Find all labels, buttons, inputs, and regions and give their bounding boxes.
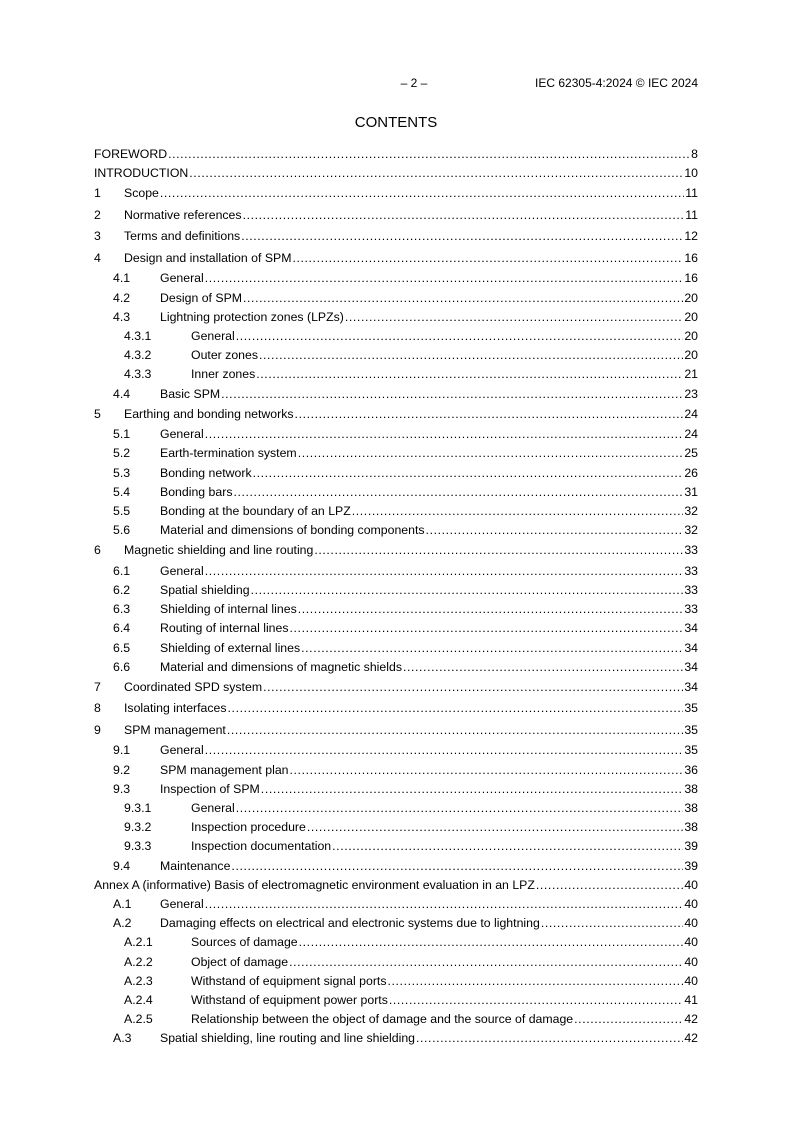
toc-entry[interactable] bbox=[94, 425, 698, 444]
toc-entry-page: 38 bbox=[684, 781, 698, 796]
toc-entry[interactable] bbox=[94, 658, 698, 677]
toc-entry-page: 39 bbox=[684, 839, 698, 854]
dot-leader bbox=[388, 972, 684, 991]
toc-entry-number: 9.3.2 bbox=[124, 820, 152, 835]
toc-entry-number: A.2.5 bbox=[124, 1012, 153, 1027]
toc-entry-number: 5 bbox=[94, 406, 101, 421]
dot-leader bbox=[301, 639, 683, 658]
toc-entry-title: Inspection procedure bbox=[191, 820, 306, 835]
toc-entry-title: Routing of internal lines bbox=[160, 621, 289, 636]
toc-entry-title: Design of SPM bbox=[160, 290, 243, 305]
toc-entry-number: 3 bbox=[94, 229, 101, 244]
toc-entry[interactable] bbox=[94, 464, 698, 483]
toc-entry-page: 24 bbox=[684, 427, 698, 442]
toc-entry-number: 4.4 bbox=[113, 386, 131, 401]
toc-entry[interactable] bbox=[94, 248, 698, 270]
toc-entry-number: 4.3.3 bbox=[124, 367, 152, 382]
toc-entry-title: Outer zones bbox=[191, 348, 258, 363]
dot-leader bbox=[243, 289, 683, 308]
toc-entry[interactable] bbox=[94, 562, 698, 581]
toc-entry-number: A.2.1 bbox=[124, 935, 153, 950]
toc-entry[interactable] bbox=[94, 741, 698, 760]
toc-entry-title: Earth-termination system bbox=[160, 446, 297, 461]
toc-entry-number: 7 bbox=[94, 679, 101, 694]
toc-entry-title: Coordinated SPD system bbox=[124, 679, 263, 694]
toc-entry-title: General bbox=[160, 743, 204, 758]
page-header bbox=[94, 76, 698, 92]
toc-entry-number: A.2 bbox=[113, 916, 132, 931]
dot-leader bbox=[295, 404, 684, 426]
toc-entry-number: 4.2 bbox=[113, 290, 131, 305]
toc-entry-page: 8 bbox=[691, 147, 698, 161]
toc-entry-title: Shielding of internal lines bbox=[160, 602, 297, 617]
dot-leader bbox=[416, 1029, 683, 1048]
toc-entry[interactable] bbox=[94, 327, 698, 346]
toc-entry-page: 40 bbox=[684, 954, 698, 969]
toc-entry-title: General bbox=[160, 896, 204, 911]
dot-leader bbox=[290, 619, 684, 638]
dot-leader bbox=[160, 183, 684, 205]
toc-entry-title: Inspection of SPM bbox=[160, 781, 260, 796]
toc-entry-page: 23 bbox=[684, 386, 698, 401]
toc-entry[interactable] bbox=[94, 698, 698, 720]
toc-entry[interactable] bbox=[94, 972, 698, 991]
toc-entry-page: 33 bbox=[684, 543, 698, 558]
toc-entry-page: 34 bbox=[684, 640, 698, 655]
toc-entry[interactable] bbox=[94, 164, 698, 183]
toc-entry[interactable] bbox=[94, 289, 698, 308]
toc-entry[interactable] bbox=[94, 346, 698, 365]
toc-entry-title: Inner zones bbox=[191, 367, 256, 382]
toc-entry[interactable] bbox=[94, 269, 698, 288]
toc-entry[interactable] bbox=[94, 720, 698, 742]
toc-entry-title: Terms and definitions bbox=[124, 229, 241, 244]
toc-entry-page: 40 bbox=[684, 896, 698, 911]
toc-entry-page: 42 bbox=[684, 1031, 698, 1046]
dot-leader bbox=[541, 914, 683, 933]
toc-entry-page: 21 bbox=[684, 367, 698, 382]
toc-entry-page: 38 bbox=[684, 820, 698, 835]
toc-entry-page: 35 bbox=[684, 722, 698, 737]
toc-entry-title: FOREWORD bbox=[94, 147, 168, 161]
toc-entry-number: 6.4 bbox=[113, 621, 131, 636]
toc-entry[interactable] bbox=[94, 619, 698, 638]
toc-entry-title: Annex A (informative) Basis of electromagnetic environment evaluation in an LPZ bbox=[94, 877, 535, 892]
dot-leader bbox=[236, 327, 684, 346]
toc-entry-title: Magnetic shielding and line routing bbox=[124, 543, 314, 558]
toc-entry-page: 24 bbox=[684, 406, 698, 421]
dot-leader bbox=[259, 346, 683, 365]
toc-entry[interactable] bbox=[94, 226, 698, 248]
toc-entry-number: 2 bbox=[94, 207, 101, 222]
toc-entry-title: Maintenance bbox=[160, 858, 231, 873]
toc-entry-page: 10 bbox=[684, 166, 698, 181]
toc-entry[interactable] bbox=[94, 540, 698, 562]
toc-entry-title: Material and dimensions of bonding components bbox=[160, 523, 425, 538]
dot-leader bbox=[298, 600, 684, 619]
toc-entry-page: 35 bbox=[684, 743, 698, 758]
toc-entry-number: A.2.4 bbox=[124, 992, 153, 1007]
dot-leader bbox=[227, 720, 683, 742]
toc-entry-title: Sources of damage bbox=[191, 935, 298, 950]
dot-leader bbox=[189, 164, 683, 183]
toc-entry-number: 6 bbox=[94, 543, 101, 558]
toc-entry[interactable] bbox=[94, 953, 698, 972]
toc-entry-title: General bbox=[160, 427, 204, 442]
toc-entry-title: General bbox=[160, 271, 204, 286]
toc-entry-number: 9.1 bbox=[113, 743, 131, 758]
toc-entry-title: Normative references bbox=[124, 207, 242, 222]
toc-entry[interactable] bbox=[94, 677, 698, 699]
dot-leader bbox=[253, 464, 684, 483]
toc-entry-title: Withstand of equipment power ports bbox=[191, 992, 388, 1007]
toc-entry-title: Spatial shielding bbox=[160, 583, 250, 597]
dot-leader bbox=[251, 581, 684, 600]
dot-leader bbox=[389, 991, 683, 1010]
dot-leader bbox=[233, 483, 683, 502]
toc-entry-number: 9.3 bbox=[113, 781, 131, 796]
dot-leader bbox=[290, 761, 684, 780]
toc-entry-page: 40 bbox=[684, 877, 698, 892]
dot-leader bbox=[345, 308, 683, 327]
toc-entry-number: 5.5 bbox=[113, 503, 131, 518]
toc-entry-page: 31 bbox=[684, 484, 698, 499]
toc-entry-number: 5.1 bbox=[113, 427, 131, 442]
dot-leader bbox=[536, 876, 683, 895]
toc-entry-title: Damaging effects on electrical and electronic systems due to lightning bbox=[160, 916, 540, 931]
dot-leader bbox=[403, 658, 683, 677]
toc-entry-number: 6.3 bbox=[113, 602, 131, 617]
toc-entry-page: 34 bbox=[684, 659, 698, 674]
dot-leader bbox=[426, 521, 684, 540]
toc-entry[interactable] bbox=[94, 1029, 698, 1048]
toc-entry[interactable] bbox=[94, 818, 698, 837]
toc-entry-page: 34 bbox=[684, 621, 698, 636]
toc-entry[interactable] bbox=[94, 183, 698, 205]
toc-entry-page: 20 bbox=[684, 328, 698, 343]
dot-leader bbox=[298, 444, 684, 463]
page-title: CONTENTS bbox=[354, 114, 438, 131]
toc-entry-number: 5.3 bbox=[113, 465, 131, 480]
toc-entry-page: 40 bbox=[684, 935, 698, 950]
toc-entry-number: 4.1 bbox=[113, 271, 131, 286]
toc-entry-number: 5.4 bbox=[113, 484, 131, 499]
toc-entry-page: 12 bbox=[684, 229, 698, 244]
toc-entry-title: Scope bbox=[124, 186, 159, 201]
toc-entry-title: Object of damage bbox=[191, 954, 289, 969]
dot-leader bbox=[256, 365, 683, 384]
toc-entry-title: General bbox=[191, 801, 235, 815]
dot-leader bbox=[314, 540, 683, 562]
dot-leader bbox=[205, 895, 684, 914]
toc-entry-page: 25 bbox=[684, 446, 698, 461]
toc-entry[interactable] bbox=[94, 837, 698, 856]
toc-entry[interactable] bbox=[94, 639, 698, 658]
dot-leader bbox=[332, 837, 683, 856]
toc-entry[interactable] bbox=[94, 933, 698, 952]
toc-entry-number: 4.3.1 bbox=[124, 328, 152, 343]
toc-entry-title: Lightning protection zones (LPZs) bbox=[160, 309, 344, 324]
toc-entry[interactable] bbox=[94, 365, 698, 384]
dot-leader bbox=[236, 799, 684, 818]
toc-entry-page: 34 bbox=[684, 679, 698, 694]
toc-entry-page: 33 bbox=[684, 583, 698, 597]
toc-entry-title: SPM management plan bbox=[160, 762, 289, 777]
toc-entry-number: 5.6 bbox=[113, 523, 131, 538]
toc-entry-title: Withstand of equipment signal ports bbox=[191, 973, 387, 988]
toc-entry-number: 1 bbox=[94, 186, 101, 201]
toc-entry-title: Spatial shielding, line routing and line shielding bbox=[160, 1031, 415, 1046]
dot-leader bbox=[205, 269, 684, 288]
toc-entry-page: 40 bbox=[684, 916, 698, 931]
toc-entry-number: 4.3 bbox=[113, 309, 131, 324]
dot-leader bbox=[205, 425, 684, 444]
toc-entry[interactable] bbox=[94, 145, 698, 164]
toc-entry[interactable] bbox=[94, 895, 698, 914]
toc-entry-number: 9 bbox=[94, 722, 101, 737]
toc-entry-page: 11 bbox=[685, 186, 698, 201]
toc-entry-title: General bbox=[191, 328, 235, 343]
toc-entry[interactable] bbox=[94, 521, 698, 540]
toc-entry-page: 35 bbox=[684, 701, 698, 716]
toc-entry-page: 41 bbox=[684, 992, 698, 1007]
toc-entry[interactable] bbox=[94, 581, 698, 600]
page-number: – 2 – bbox=[400, 76, 428, 90]
toc-entry-number: A.1 bbox=[113, 896, 132, 911]
toc-entry-page: 33 bbox=[684, 602, 698, 617]
toc-entry-number: 9.3.3 bbox=[124, 839, 152, 854]
toc-entry-page: 11 bbox=[685, 207, 698, 222]
toc-entry[interactable] bbox=[94, 799, 698, 818]
toc-entry-page: 16 bbox=[684, 250, 698, 265]
toc-entry-title: INTRODUCTION bbox=[94, 166, 189, 181]
dot-leader bbox=[205, 562, 684, 581]
toc-entry-title: Basic SPM bbox=[160, 386, 221, 401]
toc-entry-title: Bonding bars bbox=[160, 484, 233, 499]
toc-entry[interactable] bbox=[94, 502, 698, 521]
dot-leader bbox=[261, 780, 684, 799]
toc-entry-title: Shielding of external lines bbox=[160, 640, 301, 655]
toc-entry-title: Bonding network bbox=[160, 465, 252, 480]
toc-entry-title: Relationship between the object of damage and the source of damage bbox=[191, 1012, 574, 1027]
dot-leader bbox=[292, 248, 683, 270]
toc-entry[interactable] bbox=[94, 483, 698, 502]
dot-leader bbox=[263, 677, 683, 699]
toc-entry-title: Bonding at the boundary of an LPZ bbox=[160, 503, 351, 518]
toc-entry-page: 16 bbox=[684, 271, 698, 286]
toc-entry[interactable] bbox=[94, 914, 698, 933]
dot-leader bbox=[352, 502, 684, 521]
toc-entry-page: 33 bbox=[684, 563, 698, 578]
dot-leader bbox=[289, 953, 683, 972]
toc-entry-page: 36 bbox=[684, 762, 698, 777]
dot-leader bbox=[228, 698, 684, 720]
toc-entry-page: 20 bbox=[684, 290, 698, 305]
dot-leader bbox=[299, 933, 684, 952]
toc-entry[interactable] bbox=[94, 857, 698, 876]
toc-entry-title: SPM management bbox=[124, 722, 226, 737]
dot-leader bbox=[231, 857, 683, 876]
toc-entry-title: Isolating interfaces bbox=[124, 701, 227, 716]
toc-entry-number: 5.2 bbox=[113, 446, 131, 461]
dot-leader bbox=[168, 145, 690, 164]
toc-entry-page: 39 bbox=[684, 858, 698, 873]
toc-entry-page: 26 bbox=[684, 465, 698, 480]
toc-entry[interactable] bbox=[94, 308, 698, 327]
dot-leader bbox=[205, 741, 684, 760]
toc-entry-page: 38 bbox=[684, 801, 698, 815]
toc-entry-number: 9.2 bbox=[113, 762, 131, 777]
toc-entry-page: 32 bbox=[684, 523, 698, 538]
toc-entry-page: 40 bbox=[684, 973, 698, 988]
toc-entry-number: 4.3.2 bbox=[124, 348, 152, 363]
toc-entry-title: Inspection documentation bbox=[191, 839, 332, 854]
dot-leader bbox=[307, 818, 683, 837]
table-of-contents bbox=[94, 145, 698, 1048]
toc-entry[interactable] bbox=[94, 404, 698, 426]
dot-leader bbox=[241, 226, 683, 248]
toc-entry[interactable] bbox=[94, 876, 698, 895]
toc-entry-number: A.2.3 bbox=[124, 973, 153, 988]
dot-leader bbox=[221, 385, 683, 404]
toc-entry-number: 4 bbox=[94, 250, 101, 265]
dot-leader bbox=[574, 1010, 683, 1029]
toc-entry[interactable] bbox=[94, 385, 698, 404]
toc-entry-title: Design and installation of SPM bbox=[124, 250, 292, 265]
toc-entry-number: 6.1 bbox=[113, 563, 131, 578]
toc-entry-number: A.2.2 bbox=[124, 954, 153, 969]
toc-entry[interactable] bbox=[94, 600, 698, 619]
toc-entry[interactable] bbox=[94, 205, 698, 227]
document-id: IEC 62305-4:2024 © IEC 2024 bbox=[535, 76, 698, 90]
toc-entry-title: General bbox=[160, 563, 204, 578]
toc-entry-page: 20 bbox=[684, 348, 698, 363]
toc-entry-number: 6.5 bbox=[113, 640, 131, 655]
toc-entry[interactable] bbox=[94, 780, 698, 799]
toc-entry-number: 9.4 bbox=[113, 858, 131, 873]
toc-entry-number: 6.2 bbox=[113, 583, 131, 597]
toc-entry-page: 42 bbox=[684, 1012, 698, 1027]
toc-entry-title: Earthing and bonding networks bbox=[124, 406, 294, 421]
toc-entry-number: 9.3.1 bbox=[124, 801, 152, 815]
toc-entry[interactable] bbox=[94, 991, 698, 1010]
toc-entry-page: 20 bbox=[684, 309, 698, 324]
toc-entry[interactable] bbox=[94, 761, 698, 780]
toc-entry-page: 32 bbox=[684, 503, 698, 518]
dot-leader bbox=[243, 205, 685, 227]
toc-entry[interactable] bbox=[94, 444, 698, 463]
toc-entry-number: 6.6 bbox=[113, 659, 131, 674]
toc-entry-number: A.3 bbox=[113, 1031, 132, 1046]
toc-entry-title: Material and dimensions of magnetic shields bbox=[160, 659, 402, 674]
toc-entry[interactable] bbox=[94, 1010, 698, 1029]
toc-entry-number: 8 bbox=[94, 701, 101, 716]
